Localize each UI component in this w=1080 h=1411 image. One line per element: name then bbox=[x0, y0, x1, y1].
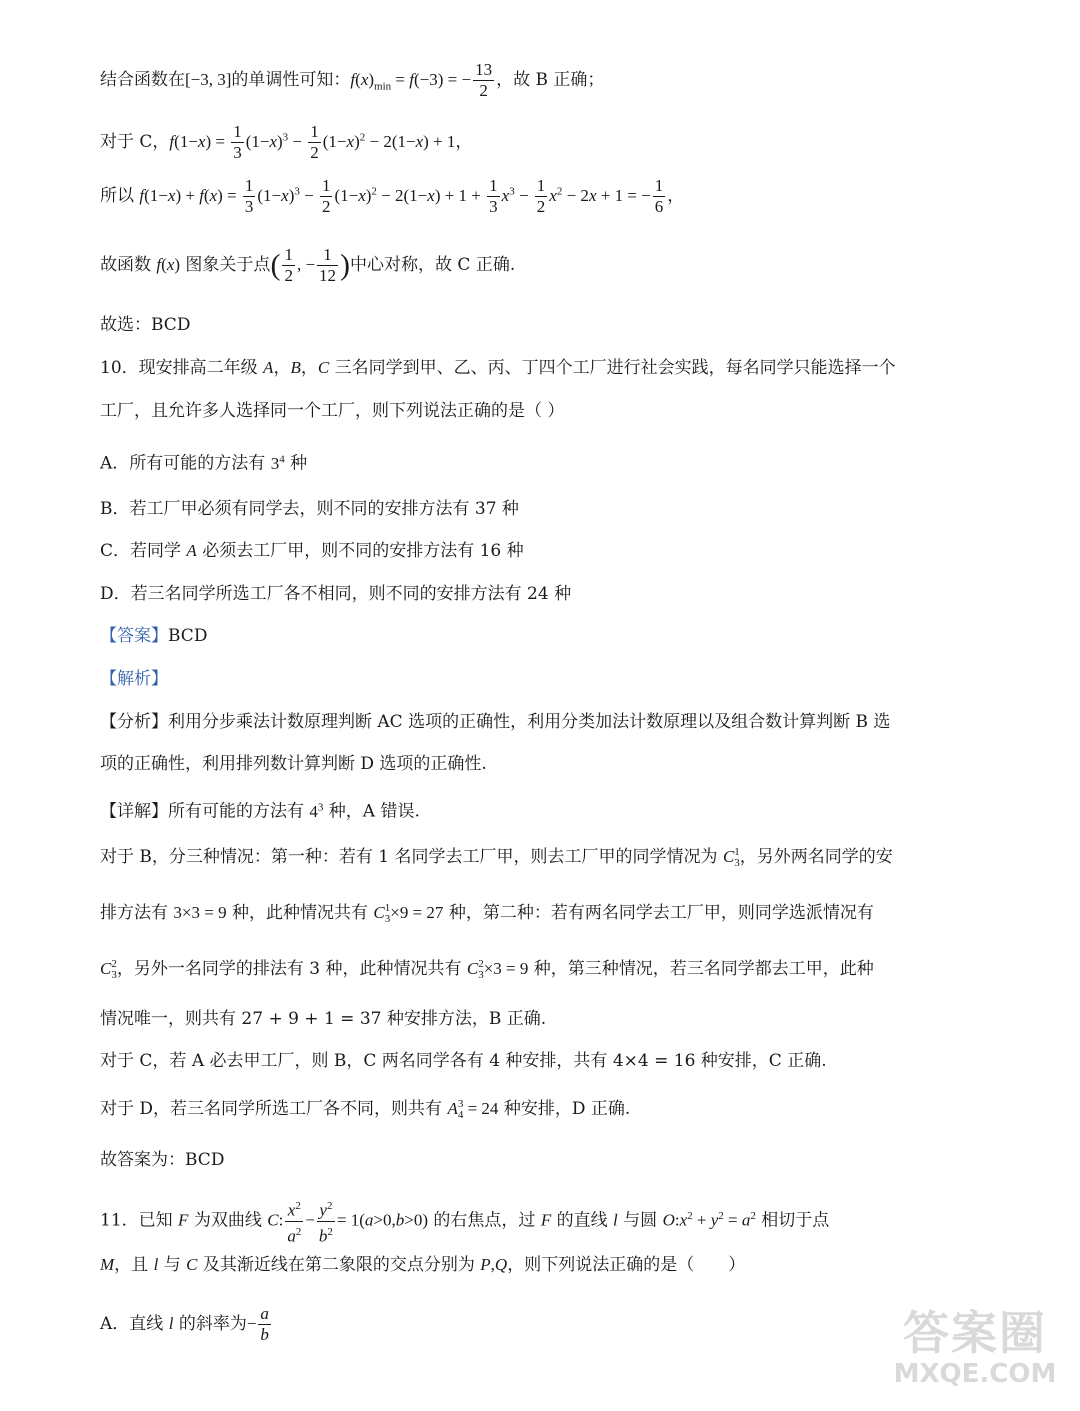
detail-line: 对于 D，若三名同学所选工厂各不同，则共有 A3 4 = 24 种安排，D 正确. bbox=[100, 1097, 631, 1121]
detail-line: 对于 B，分三种情况：第一种：若有 1 名同学去工厂甲，则去工厂甲的同学情况为 C1 3，另外两名同学的安 bbox=[100, 845, 893, 869]
question-10-stem: 10．现安排高二年级 A，B，C 三名同学到甲、乙、丙、丁四个工厂进行社会实践，每名同学只能选择一个 bbox=[100, 358, 896, 378]
detail-line: 对于 C，若 A 必去甲工厂，则 B，C 两名同学各有 4 种安排，共有 4×4 = 16 种安排，C 正确. bbox=[100, 1051, 827, 1071]
question-11-option-a: A．直线 l 的斜率为− $\frac{a}{b}$ bbox=[100, 1304, 269, 1344]
watermark-cn: 答案圈 bbox=[903, 1306, 1047, 1360]
watermark-logo bbox=[890, 1307, 1060, 1397]
watermark-en: MXQE.COM bbox=[893, 1359, 1057, 1389]
solution-line: 所以 f(1−x) + f(x) = $\frac{1}{3}$ $(1-x)^3$ − $\frac{1}{2}$ $(1-x)^2 - 2(1-x) + 1$ + $\frac{1}{3}$ $x^3$ − $\frac{1}{2}$ $x^2 - 2x + 1$ = − $\frac{1}{6}$ ， bbox=[100, 176, 685, 216]
analysis-line: 项的正确性，利用排列数计算判断 D 选项的正确性. bbox=[100, 754, 487, 774]
solution-line: 结合函数在[−3, 3]的单调性可知：$f(x)_{min} = f(-3)$ = − $\frac{13}{2}$ ，故 B 正确； bbox=[100, 60, 605, 100]
option-d: D．若三名同学所选工厂各不相同，则不同的安排方法有 24 种 bbox=[100, 584, 572, 604]
analysis-tag: 【解析】 bbox=[100, 669, 168, 689]
answer-line bbox=[100, 625, 207, 647]
question-10-stem-cont: 工厂，且允许多人选择同一个工厂，则下列说法正确的是（ ） bbox=[100, 401, 565, 421]
question-11-stem: 11．已知 F 为双曲线 C: $\frac{x^2}{a^2}$ − $\frac{y^2}{b^2}$ = 1(a>0,b>0) 的右焦点，过 F 的直线 l 与圆 $O:x^2 + y^2 = a^2$ 相切于点 bbox=[100, 1196, 829, 1246]
option-c: C．若同学 A 必须去工厂甲，则不同的安排方法有 16 种 bbox=[100, 541, 524, 561]
detail-line: 情况唯一，则共有 27 + 9 + 1 = 37 种安排方法，B 正确. bbox=[100, 1009, 547, 1029]
final-answer: 故答案为：BCD bbox=[100, 1150, 225, 1170]
detail-line: C2 3，另外一名同学的排法有 3 种，此种情况共有 C2 3×3 = 9 种，第三种情况，若三名同学都去工甲，此种 bbox=[100, 957, 874, 981]
detail-line: 【详解】所有可能的方法有 $4^3$ 种，A 错误. bbox=[100, 801, 420, 822]
answer-tag: 【答案】 bbox=[100, 626, 168, 646]
choice-summary: 故选：BCD bbox=[100, 315, 191, 335]
question-11-stem-cont: M，且 l 与 C 及其渐近线在第二象限的交点分别为 P,Q，则下列说法正确的是（ ） bbox=[100, 1255, 746, 1275]
analysis-line: 【分析】利用分步乘法计数原理判断 AC 选项的正确性，利用分类加法计数原理以及组合数计算判断 B 选 bbox=[100, 712, 891, 732]
option-a: A．所有可能的方法有 $3^4$ 种 bbox=[100, 453, 308, 474]
answer-value: BCD bbox=[168, 626, 208, 646]
detail-line: 排方法有 3×3 = 9 种，此种情况共有 C1 3×9 = 27 种，第二种：若有两名同学去工厂甲，则同学选派情况有 bbox=[100, 901, 874, 925]
option-b: B．若工厂甲必须有同学去，则不同的安排方法有 37 种 bbox=[100, 499, 519, 519]
solution-line: 对于 C，f(1−x) = $\frac{1}{3}$ $(1-x)^3$ − $\frac{1}{2}$ $(1-x)^2 - 2(1-x) + 1$， bbox=[100, 122, 473, 162]
solution-line: 故函数 f(x) 图象关于点( $\frac{1}{2}$ , − $\frac{1}{12}$ )中心对称，故 C 正确. bbox=[100, 245, 516, 285]
